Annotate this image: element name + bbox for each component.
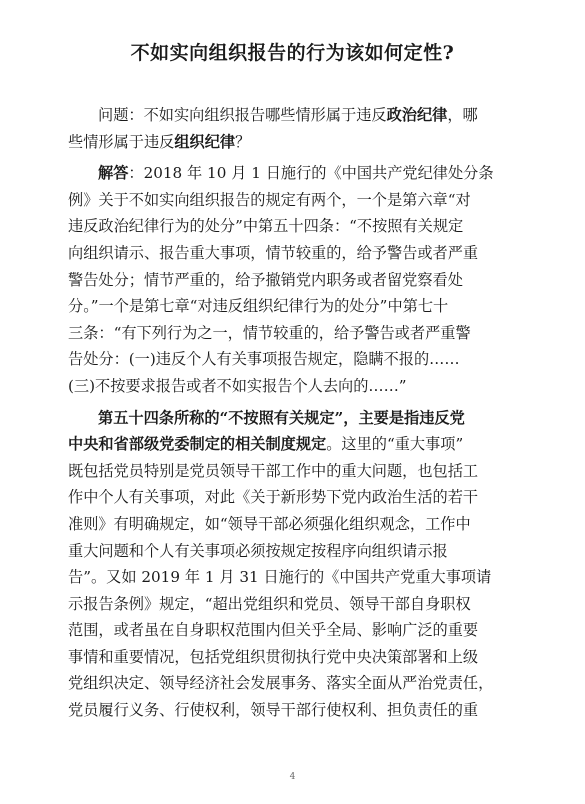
text-line — [68, 431, 538, 458]
text-segment: 三条：“有下列行为之一，情节较重的，给予警告或者严重警 — [68, 323, 471, 342]
text-segment: ，哪 — [447, 106, 478, 124]
bold-text: 第五十四条所称的“不按照有关规定”，主要是指违反党 — [98, 408, 465, 427]
text-segment: 分。”一个是第七章“对违反组织纪律行为的处分”中第七十 — [68, 297, 449, 316]
text-segment: 示报告条例》规定，“超出党组织和党员、领导干部自身职权 — [68, 594, 471, 613]
text-segment: 既包括党员特别是党员领导干部工作中的重大问题，也包括工 — [68, 461, 479, 480]
page-number: 4 — [289, 772, 296, 782]
text-segment: 事情和重要情况，包括党组织贯彻执行党中央决策部署和上级 — [68, 647, 479, 666]
text-line — [68, 670, 538, 697]
text-line — [68, 320, 538, 347]
text-line — [68, 346, 538, 373]
text-line — [68, 697, 538, 724]
text-segment: 些情形属于违反 — [68, 132, 175, 151]
text-segment: 警告处分；情节严重的，给予撤销党内职务或者留党察看处 — [68, 270, 463, 289]
text-line — [68, 405, 538, 432]
text-segment: 党员履行义务、行使权利，领导干部行使权利、担负责任的重 — [68, 701, 479, 720]
document-body — [68, 102, 538, 724]
text-segment: 向组织请示、报告重大事项，情节较重的，给予警告或者严重 — [68, 243, 479, 262]
bold-text: 中央和省部级党委制定的相关制度规定 — [68, 435, 327, 454]
text-segment: 准则》有明确规定，如“领导干部必须强化组织观念，工作中 — [68, 514, 471, 533]
text-line — [68, 293, 538, 320]
bold-text: 解答 — [98, 164, 129, 183]
text-line — [68, 617, 538, 644]
text-segment: 例》关于不如实向组织报告的规定有两个，一个是第六章“对 — [68, 190, 471, 209]
text-segment: ？ — [235, 132, 251, 151]
text-segment: (三)不按要求报告或者不如实报告个人去向的……” — [68, 376, 407, 395]
text-line — [68, 213, 538, 240]
text-line — [68, 373, 538, 400]
text-segment: 党组织决定、领导经济社会发展事务、落实全面从严治党责任， — [68, 674, 494, 693]
text-segment: 告处分：(一)违反个人有关事项报告规定，隐瞒不报的…… — [68, 350, 460, 369]
text-line — [68, 240, 538, 267]
text-line — [68, 187, 538, 214]
text-line — [68, 564, 538, 591]
text-line — [68, 267, 538, 294]
bold-text: 组织纪律 — [174, 132, 236, 151]
text-segment: 违反政治纪律行为的处分”中第五十四条：“不按照有关规定 — [68, 217, 464, 236]
text-line — [68, 458, 538, 485]
text-segment: 作中个人有关事项，对此《关于新形势下党内政治生活的若干 — [68, 488, 479, 507]
text-line — [68, 160, 538, 187]
text-segment: ：2018 年 10 月 1 日施行的《中国共产党纪律处分条 — [128, 164, 494, 183]
text-segment: 。这里的“重大事项” — [326, 435, 464, 454]
text-segment: 范围，或者虽在自身职权范围内但关乎全局、影响广泛的重要 — [68, 621, 479, 640]
bold-text: 政治纪律 — [386, 106, 448, 124]
text-segment: 重大问题和个人有关事项必须按规定按程序向组织请示报 — [68, 541, 448, 560]
text-segment: 告”。又如 2019 年 1 月 31 日施行的《中国共产党重大事项请 — [68, 568, 492, 587]
text-line — [68, 644, 538, 671]
text-line — [68, 591, 538, 618]
text-line — [68, 538, 538, 565]
text-line — [68, 484, 538, 511]
text-line — [68, 511, 538, 538]
text-segment: 问题：不如实向组织报告哪些情形属于违反 — [98, 106, 387, 124]
document-title: 不如实向组织报告的行为该如何定性? — [130, 42, 455, 64]
text-line — [68, 102, 538, 129]
text-line — [68, 129, 538, 156]
